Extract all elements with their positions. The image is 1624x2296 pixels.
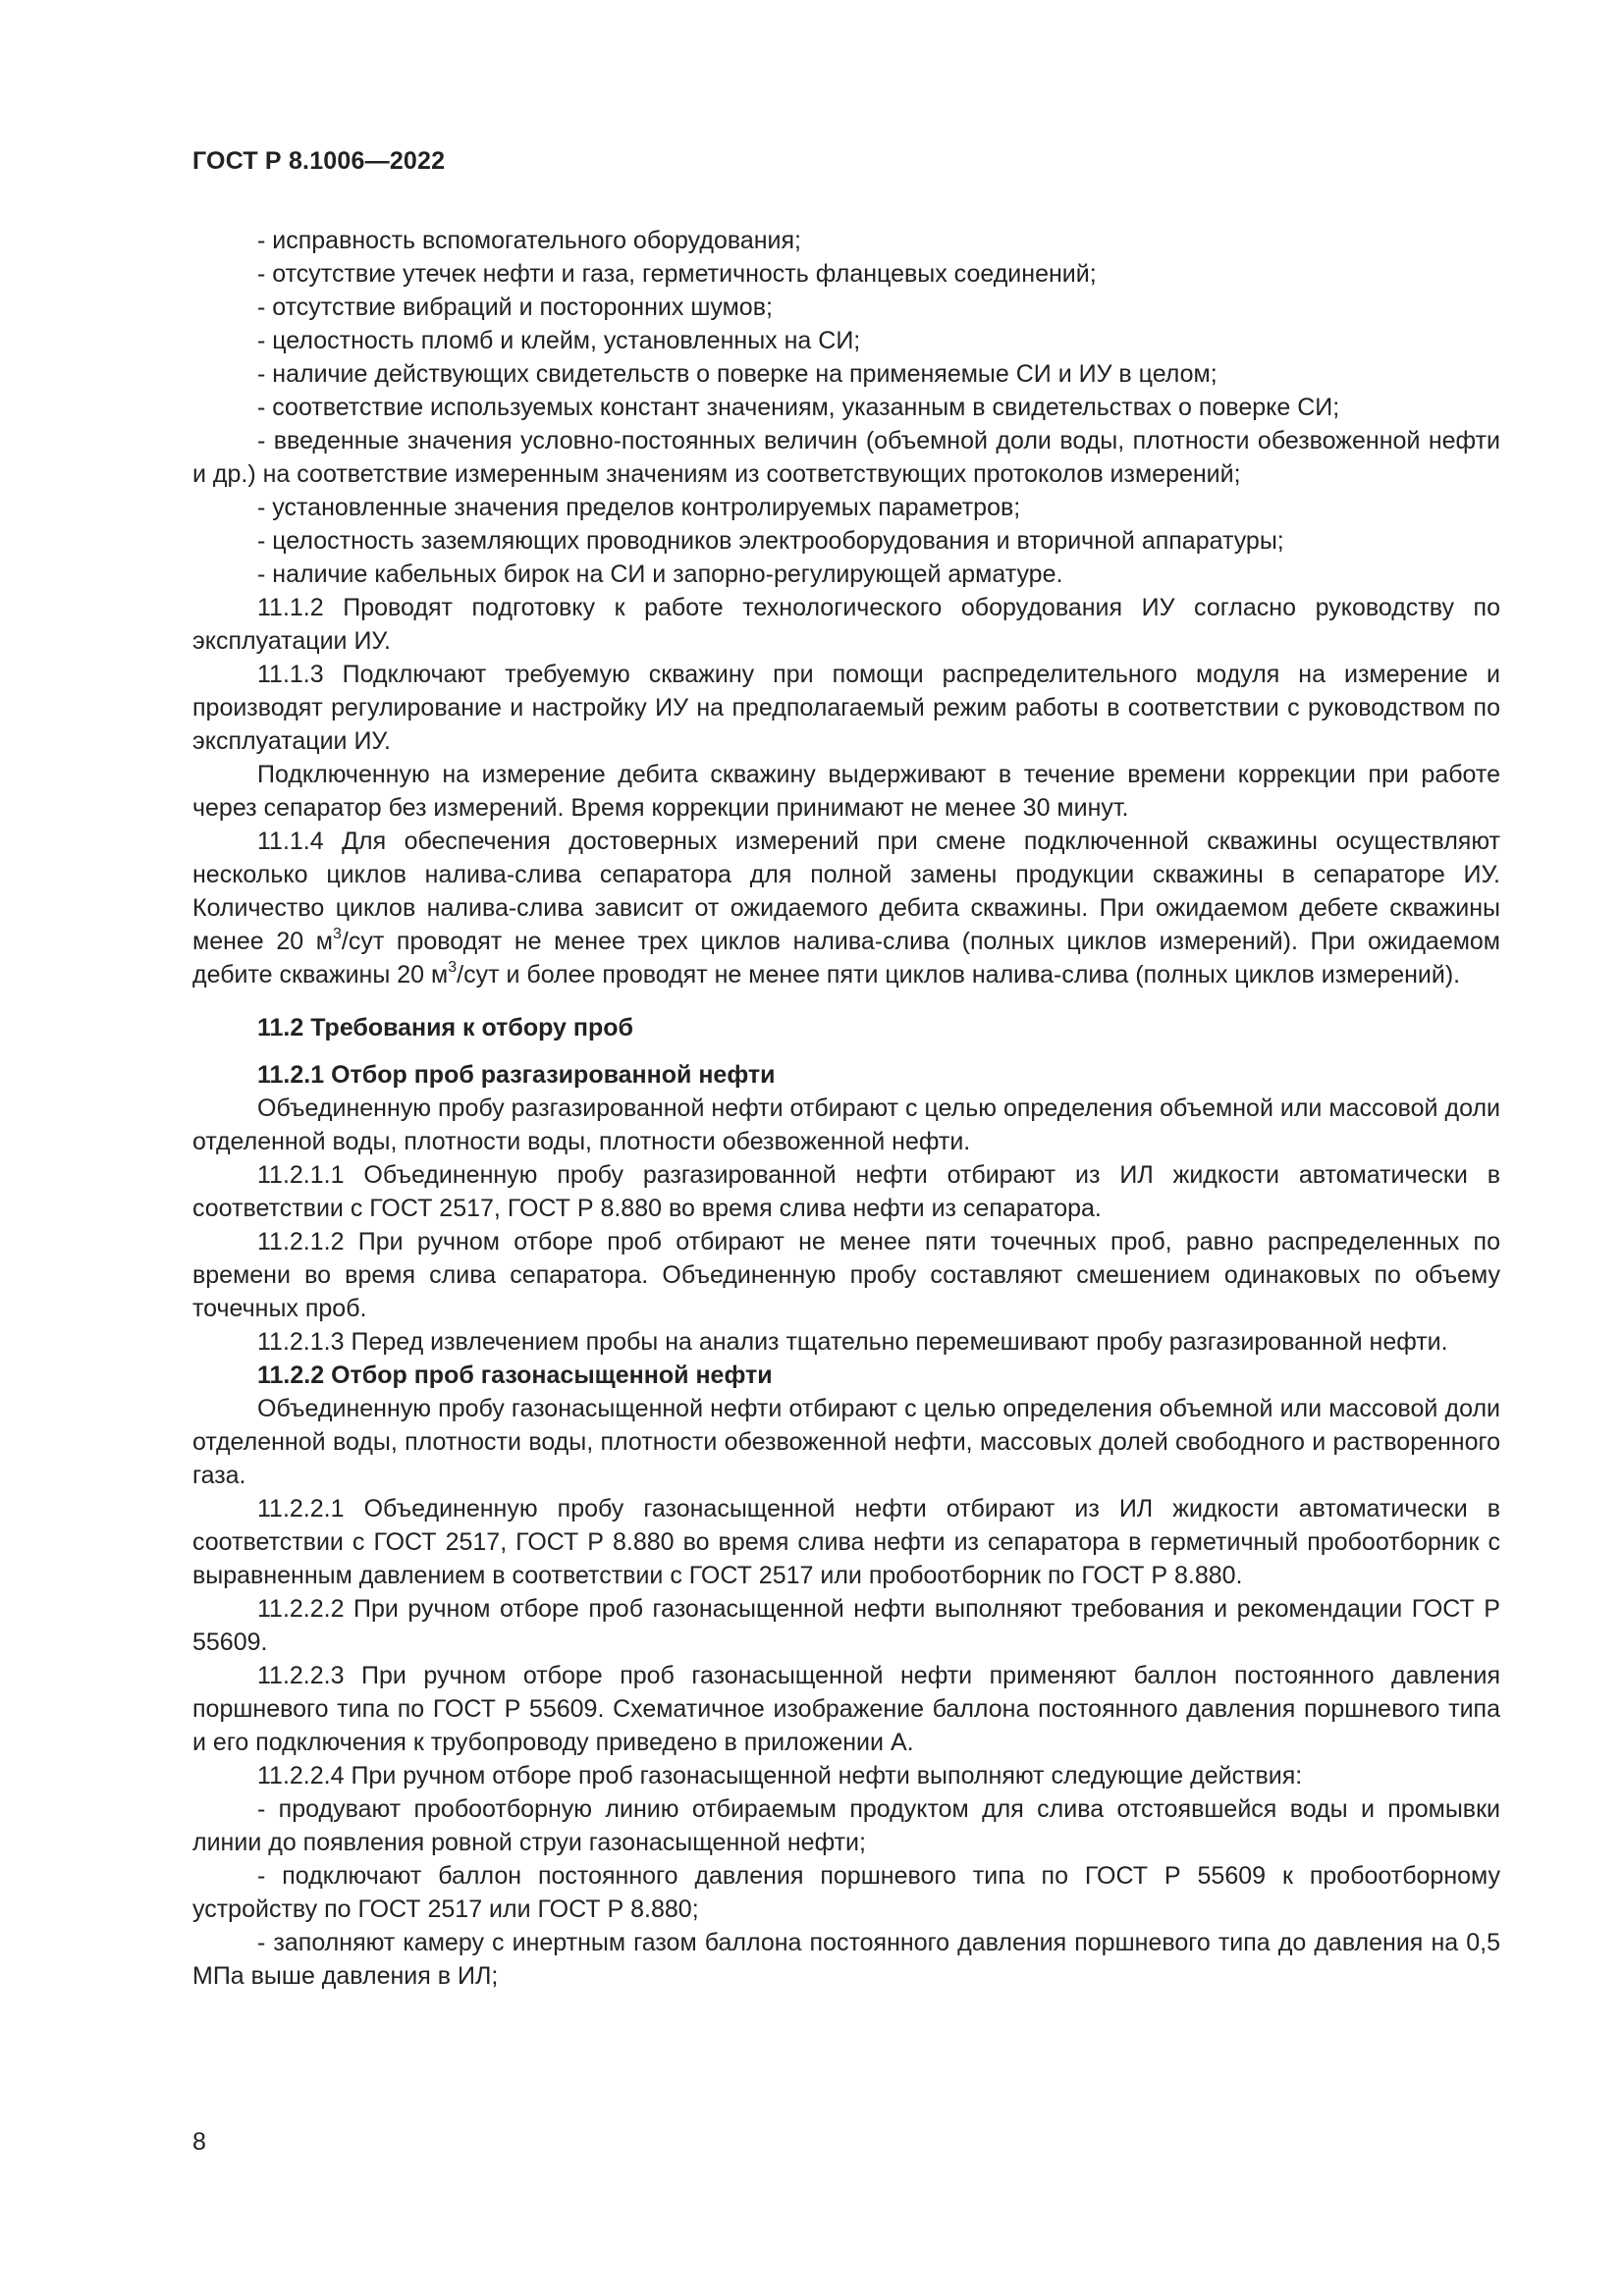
list-item: - исправность вспомогательного оборудования; [257,227,802,254]
paragraph-11-1-2: 11.1.2 Проводят подготовку к работе технологического оборудования ИУ согласно руководству по эксплуатации ИУ. [192,594,1500,655]
list-item: - отсутствие утечек нефти и газа, герметичность фланцевых соединений; [257,260,1097,288]
paragraph: Объединенную пробу газонасыщенной нефти отбирают с целью определения объемной или массовой доли отделенной воды, плотности воды, плотности обезвоженной нефти, массовых долей свободного и растворенного газа. [192,1395,1500,1489]
list-item: - введенные значения условно-постоянных величин (объемной доли воды, плотности обезвоженной нефти и др.) на соответствие измеренным значениям из соответствующих протоколов измерений; [192,427,1500,488]
paragraph: 11.2.1.3 Перед извлечением пробы на анализ тщательно перемешивают пробу разгазированной нефти. [257,1328,1448,1356]
subsection-title-11-2-2: 11.2.2 Отбор проб газонасыщенной нефти [257,1362,773,1389]
paragraph-11-1-3: 11.1.3 Подключают требуемую скважину при помощи распределительного модуля на измерение и производят регулирование и настройку ИУ на предполагаемый режим работы в соответствии с руководством по эксплуатации ИУ. [192,661,1500,755]
superscript-cubic: 3 [448,958,458,976]
paragraph: 11.2.2.1 Объединенную пробу газонасыщенной нефти отбирают из ИЛ жидкости автоматически в соответствии с ГОСТ 2517, ГОСТ Р 8.880 во время слива нефти из сепаратора в герметичный пробоотборник с выравненным давлением в соответствии с ГОСТ 2517 или пробоотборник по ГОСТ Р 8.880. [192,1495,1500,1589]
list-item: - наличие кабельных бирок на СИ и запорно-регулирующей арматуре. [257,561,1063,588]
paragraph: Объединенную пробу разгазированной нефти отбирают с целью определения объемной или массовой доли отделенной воды, плотности воды, плотности обезвоженной нефти. [192,1095,1500,1155]
list-item: - целостность заземляющих проводников электрооборудования и вторичной аппаратуры; [257,527,1284,555]
paragraph-11-1-4-part3: /сут и более проводят не менее пяти циклов налива-слива (полных циклов измерений). [457,961,1461,988]
list-item: - целостность пломб и клейм, установленных на СИ; [257,327,861,354]
page-number: 8 [192,2128,206,2156]
list-item: - продувают пробоотборную линию отбираемым продуктом для слива отстоявшейся воды и промывки линии до появления ровной струи газонасыщенной нефти; [192,1795,1500,1856]
standard-header: ГОСТ Р 8.1006—2022 [192,147,446,175]
list-item: - наличие действующих свидетельств о поверке на применяемые СИ и ИУ в целом; [257,360,1218,388]
section-title-11-2: 11.2 Требования к отбору проб [257,1014,633,1041]
paragraph-11-1-4 [192,825,1500,991]
paragraph: 11.2.2.2 При ручном отборе проб газонасыщенной нефти выполняют требования и рекомендации ГОСТ Р 55609. [192,1595,1500,1656]
list-item: - заполняют камеру с инертным газом баллона постоянного давления поршневого типа до давления на 0,5 МПа выше давления в ИЛ; [192,1929,1500,1990]
paragraph-11-1-4-part2: /сут проводят не менее трех циклов налива-слива (полных циклов измерений). При ожидаемом дебите скважины 20 м [192,928,1500,988]
paragraph: 11.2.1.2 При ручном отборе проб отбирают не менее пяти точечных проб, равно распределенных по времени во время слива сепаратора. Объединенную пробу составляют смешением одинаковых по объему точечных проб. [192,1228,1500,1322]
list-item: - соответствие используемых констант значениям, указанным в свидетельствах о поверке СИ; [257,394,1340,421]
list-item: - установленные значения пределов контролируемых параметров; [257,494,1021,521]
page-content [192,224,1500,1993]
subsection-title-11-2-1: 11.2.1 Отбор проб разгазированной нефти [257,1061,776,1089]
list-item: - отсутствие вибраций и посторонних шумов; [257,294,773,321]
paragraph-11-1-3-correction: Подключенную на измерение дебита скважину выдерживают в течение времени коррекции при работе через сепаратор без измерений. Время коррекции принимают не менее 30 минут. [192,761,1500,822]
paragraph: 11.2.1.1 Объединенную пробу разгазированной нефти отбирают из ИЛ жидкости автоматически в соответствии с ГОСТ 2517, ГОСТ Р 8.880 во время слива нефти из сепаратора. [192,1161,1500,1222]
list-item: - подключают баллон постоянного давления поршневого типа по ГОСТ Р 55609 к пробоотборному устройству по ГОСТ 2517 или ГОСТ Р 8.880; [192,1862,1500,1923]
superscript-cubic: 3 [332,925,342,942]
paragraph-11-1-4-part1: 11.1.4 Для обеспечения достоверных измерений при смене подключенной скважины осуществляют несколько циклов налива-слива сепаратора для полной замены продукции скважины в сепараторе ИУ. Количество циклов налива-слива зависит от ожидаемого дебита скважины. При ожидаемом дебете скважины менее 20 м [192,828,1500,955]
paragraph: 11.2.2.4 При ручном отборе проб газонасыщенной нефти выполняют следующие действия: [257,1762,1303,1789]
paragraph: 11.2.2.3 При ручном отборе проб газонасыщенной нефти применяют баллон постоянного давления поршневого типа по ГОСТ Р 55609. Схематичное изображение баллона постоянного давления поршневого типа и его подключения к трубопроводу приведено в приложении А. [192,1662,1500,1756]
